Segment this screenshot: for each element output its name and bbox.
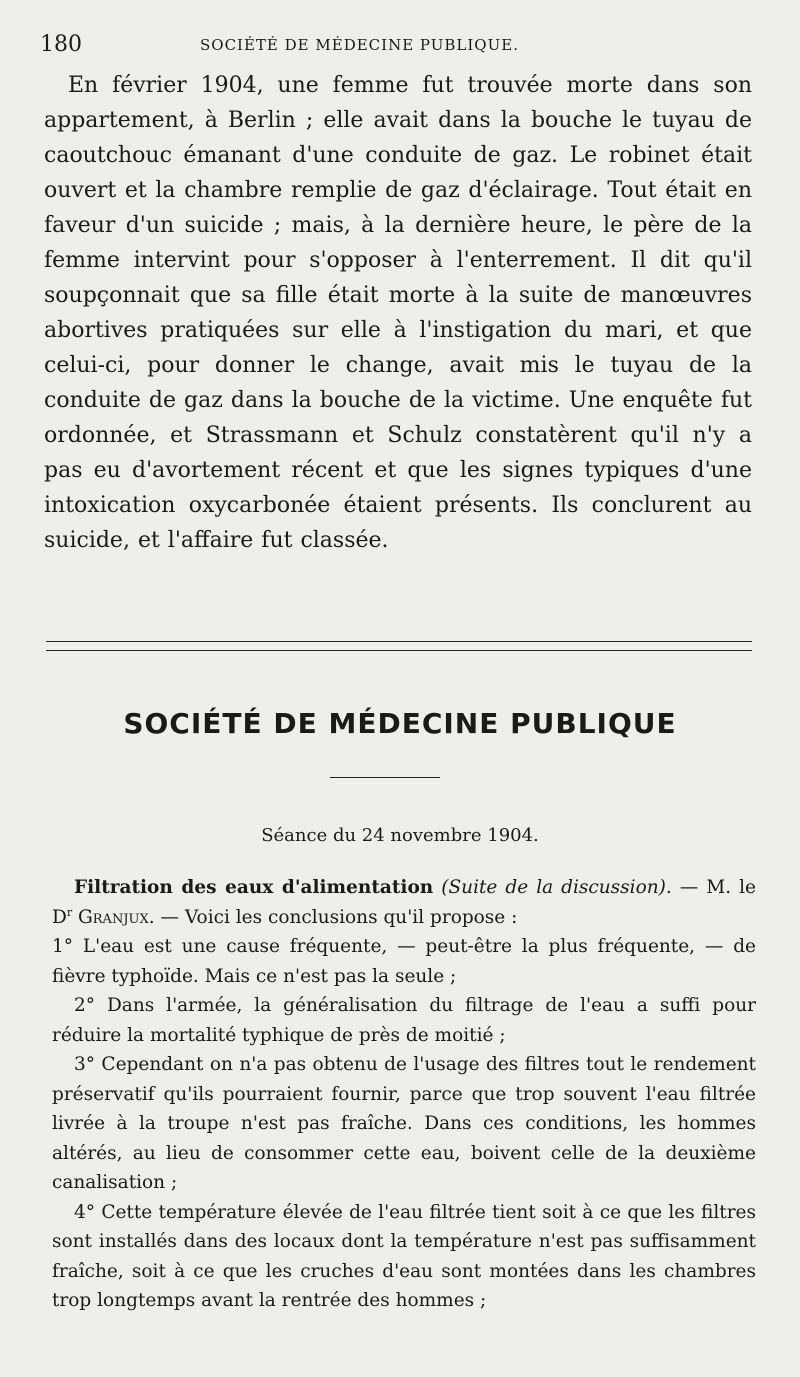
meeting-minutes: [52, 873, 756, 1316]
topic-note: (Suite de la discussion).: [441, 877, 672, 898]
article-paragraph: En février 1904, une femme fut trouvée morte dans son appartement, à Berlin ; elle avait dans la bouche le tuyau de caoutchouc émanant d'une conduite de gaz. Le robinet était ouvert et la chambre remplie de gaz d'éclairage. Tout était en faveur d'un suicide ; mais, à la dernière heure, le père de la femme intervint pour s'opposer à l'enterrement. Il dit qu'il soupçonnait que sa fille était morte à la suite de manœuvres abortives pratiquées sur elle à l'instigation du mari, et que celui-ci, pour donner le change, avait mis le tuyau de la conduite de gaz dans la bouche de la victime. Une enquête fut ordonnée, et Strassmann et Schulz constatèrent qu'il n'y a pas eu d'avortement récent et que les signes typiques d'une intoxication oxycarbonée étaient présents. Ils conclurent au suicide, et l'affaire fut classée.: [44, 73, 752, 553]
page-number: 180: [40, 32, 82, 57]
section-divider-top: [46, 641, 752, 642]
speaker-name: Granjux: [72, 906, 149, 928]
title-underline: [330, 777, 440, 778]
doctor-title-superscript: r: [66, 905, 73, 919]
conclusion-item: 1° L'eau est une cause fréquente, — peut-être la plus fréquente, — de fièvre typhoïde. Mais ce n'est pas la seule ;: [52, 936, 756, 987]
minutes-intro: [52, 873, 756, 932]
section-divider-bottom: [46, 650, 752, 651]
conclusion-item: 2° Dans l'armée, la généralisation du filtrage de l'eau a suffi pour réduire la mortalité typhique de près de moitié ;: [52, 995, 756, 1046]
topic-title: Filtration des eaux d'alimentation: [74, 877, 434, 898]
intro-text: . — Voici les conclusions qu'il propose :: [148, 906, 518, 928]
running-head: [40, 32, 760, 62]
running-head-title: SOCIÉTÉ DE MÉDECINE PUBLIQUE.: [200, 36, 519, 54]
conclusion-item: 3° Cependant on n'a pas obtenu de l'usage des filtres tout le rendement préservatif qu'ils pourraient fournir, parce que trop souvent l'eau filtrée livrée à la troupe n'est pas fraîche. Dans ces conditions, les hommes altérés, au lieu de consommer cette eau, boivent celle de la deuxième canalisation ;: [52, 1054, 756, 1193]
section-title: SOCIÉTÉ DE MÉDECINE PUBLIQUE: [123, 707, 677, 740]
conclusion-item: 4° Cette température élevée de l'eau filtrée tient soit à ce que les filtres sont installés dans des locaux dont la température n'est pas suffisamment fraîche, soit à ce que les cruches d'eau sont montées dans les chambres trop longtemps avant la rentrée des hommes ;: [52, 1201, 756, 1311]
intro-dash: — M. le D: [52, 877, 756, 928]
session-date: Séance du 24 novembre 1904.: [261, 825, 539, 846]
